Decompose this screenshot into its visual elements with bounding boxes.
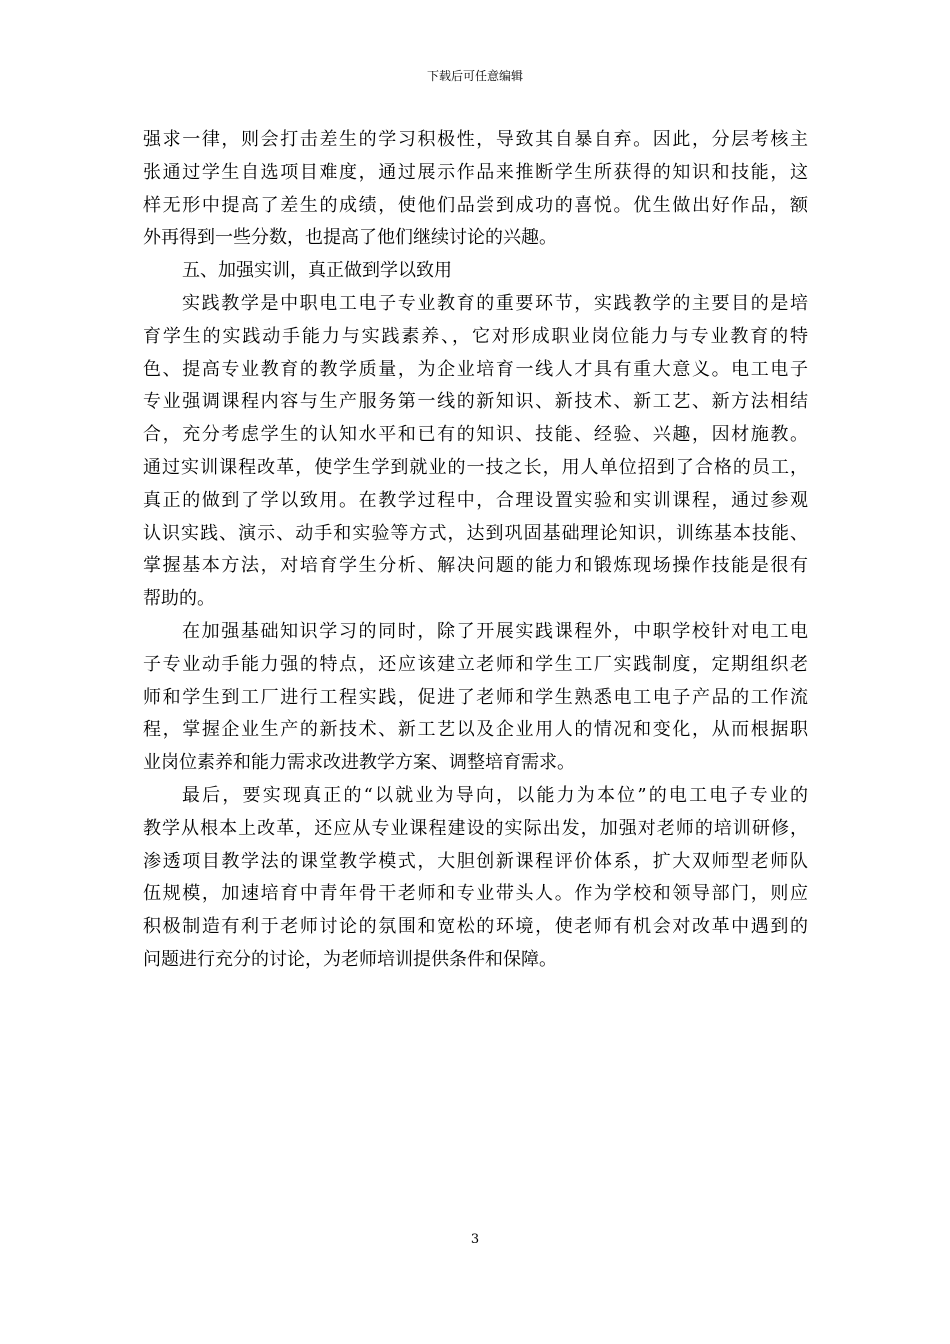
text-line: 积极制造有利于老师讨论的氛围和宽松的环境，使老师有机会对改革中遇到的 bbox=[143, 916, 808, 938]
text-line: 合，充分考虑学生的认知水平和已有的知识、技能、经验、兴趣，因材施教。 bbox=[143, 424, 808, 446]
page-header: 下载后可任意编辑 bbox=[426, 69, 523, 83]
text-line: 程，掌握企业生产的新技术、新工艺以及企业用人的情况和变化，从而根据职 bbox=[143, 719, 808, 741]
text-line: 帮助的。 bbox=[143, 588, 215, 610]
page-number: 3 bbox=[470, 1232, 480, 1247]
text-line: 通过实训课程改革，使学生学到就业的一技之长，用人单位招到了合格的员工， bbox=[143, 456, 808, 478]
text-line: 真正的做到了学以致用。在教学过程中，合理设置实验和实训课程，通过参观 bbox=[143, 489, 808, 511]
document-body bbox=[143, 124, 808, 977]
text-line: 最后，要实现真正的“以就业为导向，以能力为本位”的电工电子专业的 bbox=[182, 784, 808, 806]
text-line: 育学生的实践动手能力与实践素养、，它对形成职业岗位能力与专业教育的特 bbox=[143, 325, 808, 347]
section-heading: 五、加强实训，真正做到学以致用 bbox=[182, 260, 452, 282]
text-line: 认识实践、演示、动手和实验等方式，达到巩固基础理论知识，训练基本技能、 bbox=[143, 522, 808, 544]
text-line: 掌握基本方法，对培育学生分析、解决问题的能力和锻炼现场操作技能是很有 bbox=[143, 555, 808, 577]
text-line: 师和学生到工厂进行工程实践，促进了老师和学生熟悉电工电子产品的工作流 bbox=[143, 686, 808, 708]
text-line: 色、提高专业教育的教学质量，为企业培育一线人才具有重大意义。电工电子 bbox=[143, 358, 808, 380]
text-line: 业岗位素养和能力需求改进教学方案、调整培育需求。 bbox=[143, 752, 575, 774]
text-line: 在加强基础知识学习的同时，除了开展实践课程外，中职学校针对电工电 bbox=[182, 620, 808, 642]
text-line: 样无形中提高了差生的成绩，使他们品尝到成功的喜悦。优生做出好作品，额 bbox=[143, 194, 808, 216]
text-line: 渗透项目教学法的课堂教学模式，大胆创新课程评价体系，扩大双师型老师队 bbox=[143, 850, 808, 872]
text-line: 伍规模，加速培育中青年骨干老师和专业带头人。作为学校和领导部门，则应 bbox=[143, 883, 808, 905]
text-line: 强求一律，则会打击差生的学习积极性，导致其自暴自弃。因此，分层考核主 bbox=[143, 129, 808, 150]
text-line: 张通过学生自选项目难度，通过展示作品来推断学生所获得的知识和技能，这 bbox=[143, 161, 808, 183]
text-line: 外再得到一些分数，也提高了他们继续讨论的兴趣。 bbox=[143, 227, 557, 249]
text-line: 专业强调课程内容与生产服务第一线的新知识、新技术、新工艺、新方法相结 bbox=[143, 391, 808, 413]
text-line: 问题进行充分的讨论，为老师培训提供条件和保障。 bbox=[143, 948, 557, 970]
text-line: 教学从根本上改革，还应从专业课程建设的实际出发，加强对老师的培训研修， bbox=[143, 817, 808, 839]
text-line: 子专业动手能力强的特点，还应该建立老师和学生工厂实践制度，定期组织老 bbox=[143, 653, 808, 675]
text-line: 实践教学是中职电工电子专业教育的重要环节，实践教学的主要目的是培 bbox=[182, 292, 808, 314]
